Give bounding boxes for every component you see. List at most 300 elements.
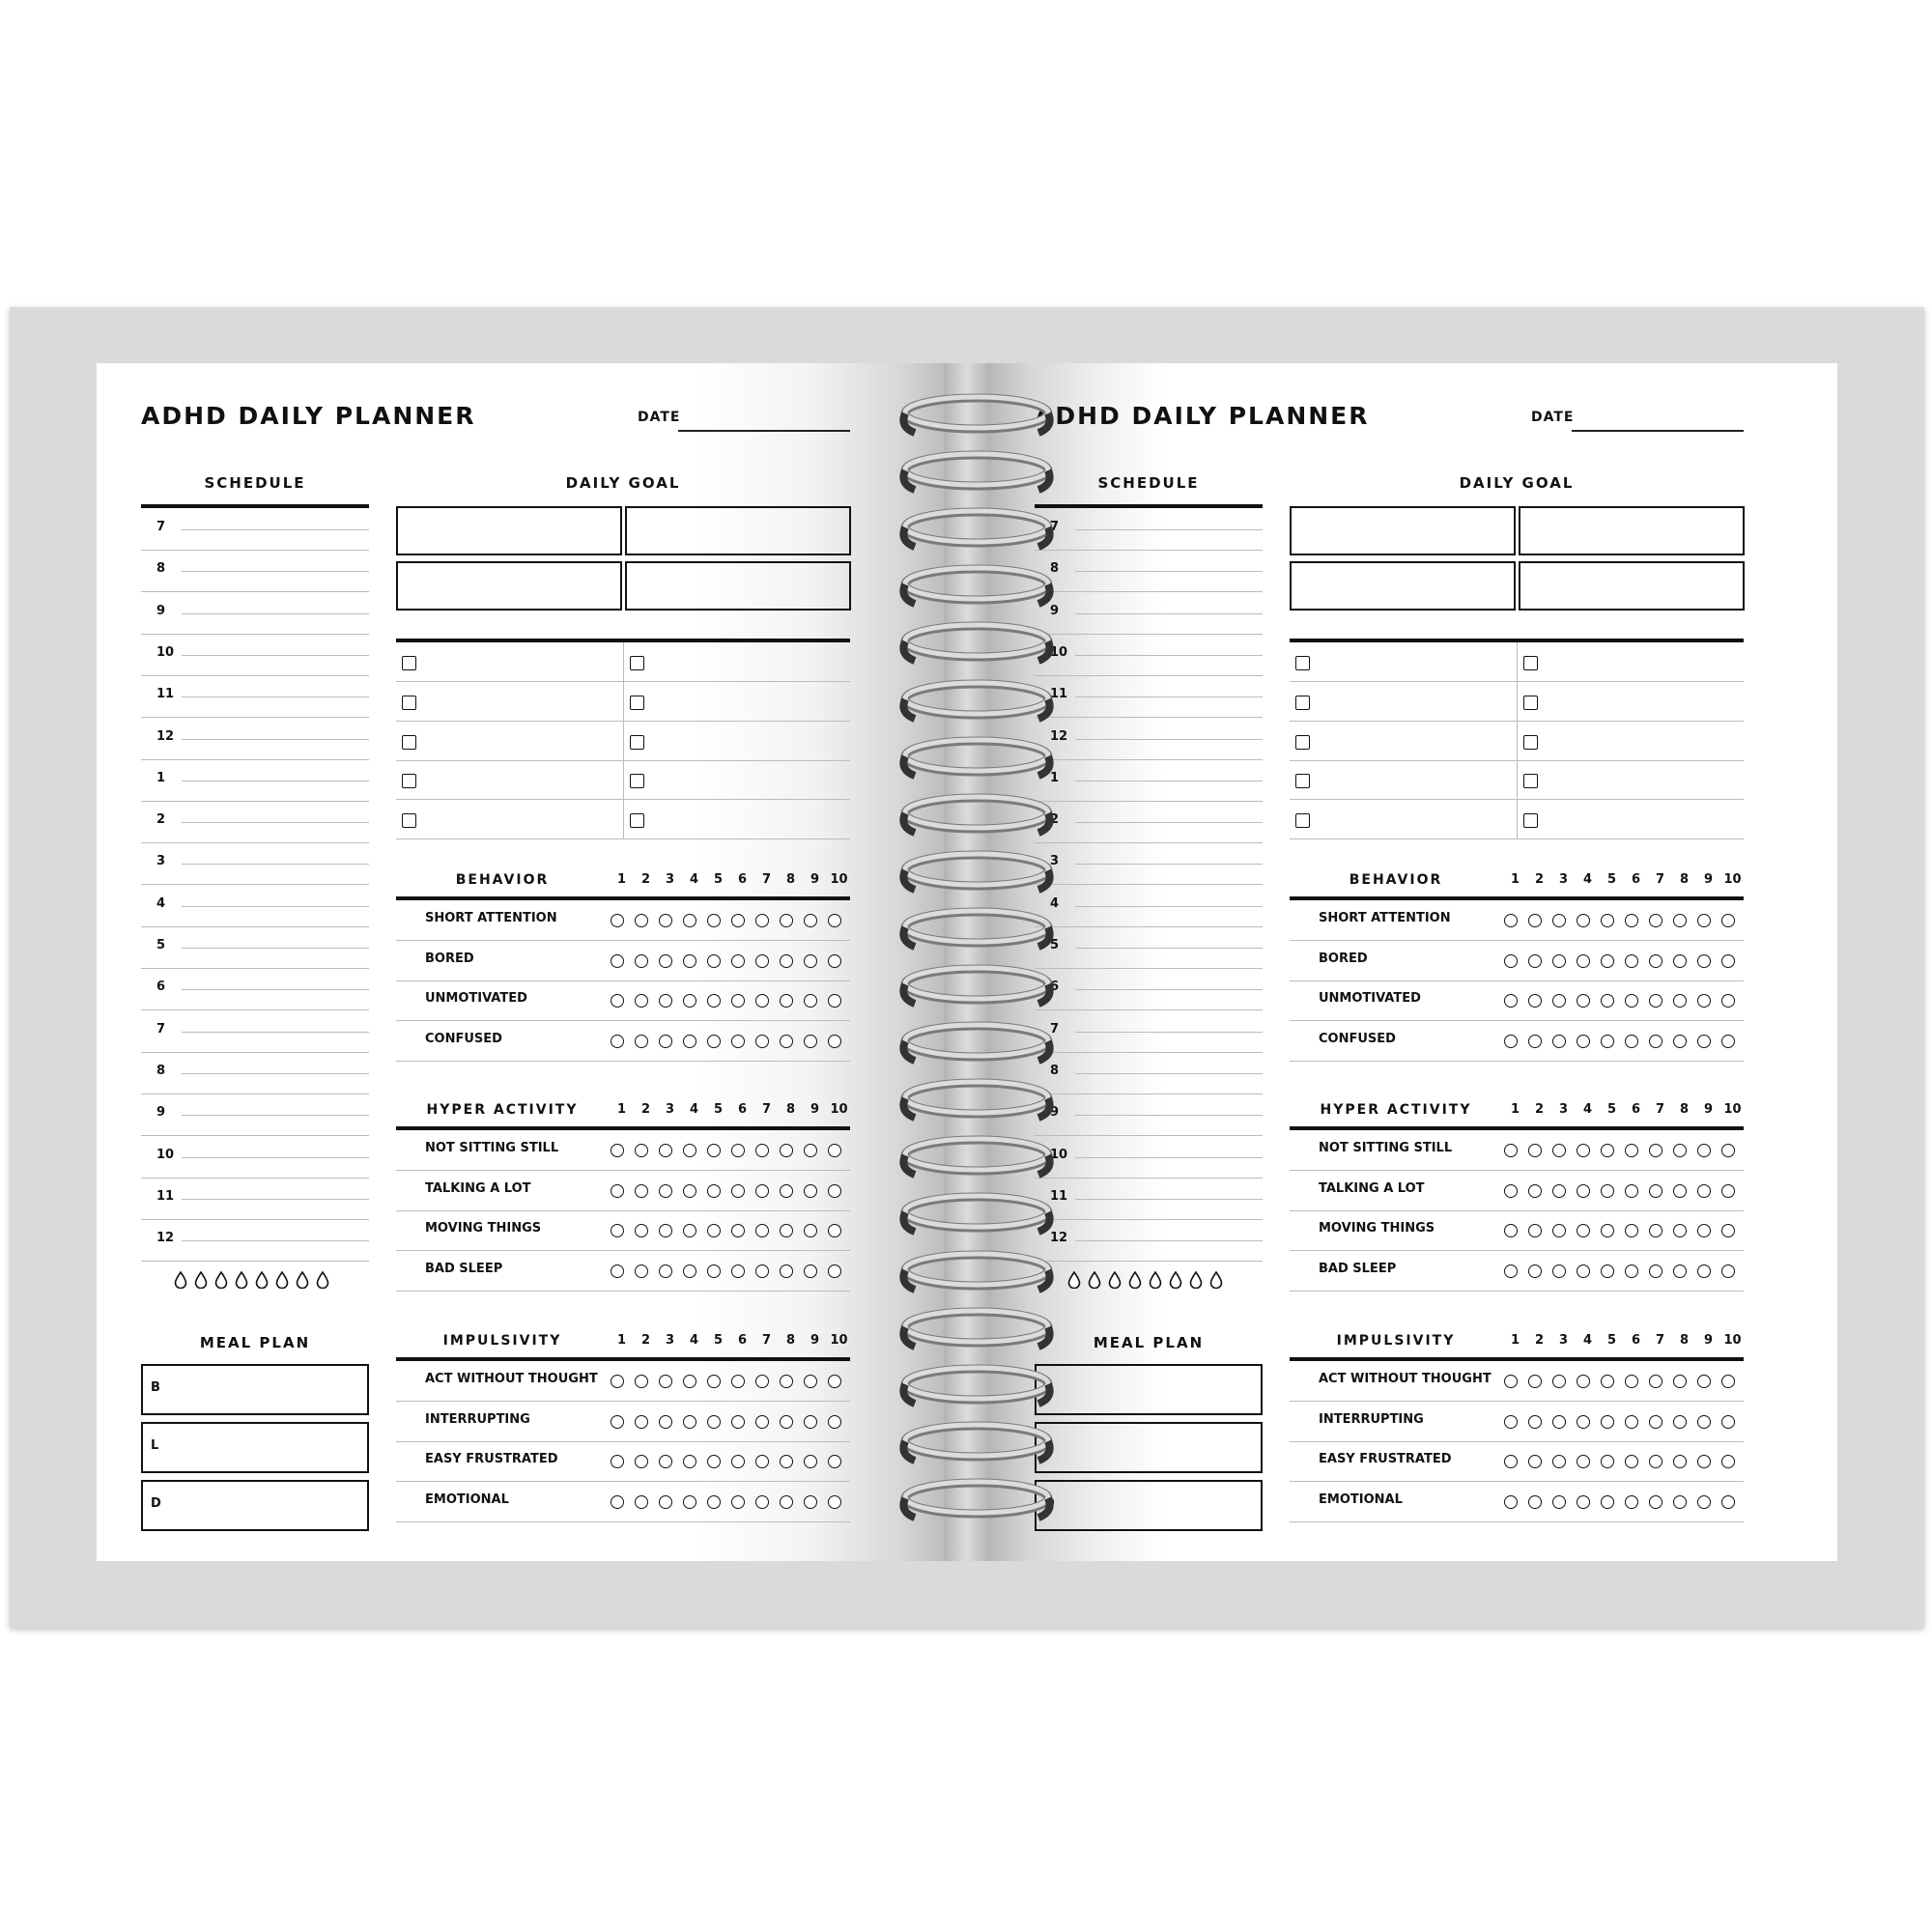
rating-dot[interactable] [1625, 1415, 1638, 1429]
rating-dot[interactable] [1577, 954, 1590, 968]
rating-dot[interactable] [1504, 1035, 1518, 1048]
rating-dot[interactable] [1601, 1455, 1614, 1468]
rating-dot[interactable] [707, 1375, 721, 1388]
rating-dot[interactable] [1721, 1495, 1735, 1509]
rating-dot[interactable] [611, 994, 624, 1008]
rating-dot[interactable] [1552, 1144, 1566, 1157]
rating-dot[interactable] [683, 1035, 696, 1048]
schedule-row[interactable] [1035, 675, 1263, 718]
rating-dot[interactable] [755, 1415, 769, 1429]
rating-dot[interactable] [1528, 954, 1542, 968]
rating-dot[interactable] [1504, 1415, 1518, 1429]
checkbox[interactable] [402, 735, 416, 750]
schedule-row[interactable] [1035, 759, 1263, 802]
checkbox[interactable] [1295, 696, 1310, 710]
goal-box[interactable] [625, 561, 851, 611]
rating-dot[interactable] [1504, 1375, 1518, 1388]
rating-dot[interactable] [683, 1455, 696, 1468]
rating-dot[interactable] [828, 954, 841, 968]
rating-dot[interactable] [635, 1144, 648, 1157]
rating-dot[interactable] [659, 1375, 672, 1388]
water-drop-icon[interactable] [1128, 1271, 1142, 1289]
checkbox[interactable] [1523, 735, 1538, 750]
rating-dot[interactable] [635, 1375, 648, 1388]
rating-dot[interactable] [1601, 994, 1614, 1008]
meal-box[interactable] [141, 1364, 369, 1415]
rating-dot[interactable] [1697, 1184, 1711, 1198]
rating-dot[interactable] [755, 1144, 769, 1157]
checkbox[interactable] [402, 813, 416, 828]
schedule-row[interactable] [1035, 1094, 1263, 1136]
schedule-row[interactable] [1035, 1219, 1263, 1262]
rating-dot[interactable] [1577, 1224, 1590, 1237]
rating-dot[interactable] [1528, 1455, 1542, 1468]
rating-dot[interactable] [1625, 914, 1638, 927]
rating-dot[interactable] [707, 1184, 721, 1198]
rating-dot[interactable] [635, 1495, 648, 1509]
rating-dot[interactable] [1673, 914, 1687, 927]
rating-dot[interactable] [1697, 1375, 1711, 1388]
rating-dot[interactable] [780, 1035, 793, 1048]
schedule-row[interactable] [1035, 1010, 1263, 1053]
rating-dot[interactable] [611, 1184, 624, 1198]
rating-dot[interactable] [1552, 1224, 1566, 1237]
rating-dot[interactable] [611, 1415, 624, 1429]
schedule-row[interactable] [141, 759, 369, 802]
rating-dot[interactable] [1697, 1495, 1711, 1509]
rating-dot[interactable] [1577, 1264, 1590, 1278]
meal-box[interactable] [1035, 1422, 1263, 1473]
rating-dot[interactable] [1673, 1375, 1687, 1388]
water-drop-icon[interactable] [1088, 1271, 1101, 1289]
rating-dot[interactable] [1673, 1415, 1687, 1429]
rating-dot[interactable] [1625, 1224, 1638, 1237]
schedule-row[interactable] [141, 1010, 369, 1053]
rating-dot[interactable] [1601, 1224, 1614, 1237]
schedule-row[interactable] [141, 801, 369, 843]
water-drop-icon[interactable] [275, 1271, 289, 1289]
rating-dot[interactable] [707, 1144, 721, 1157]
checkbox[interactable] [1523, 813, 1538, 828]
rating-dot[interactable] [1721, 1224, 1735, 1237]
rating-dot[interactable] [1721, 1375, 1735, 1388]
rating-dot[interactable] [683, 1264, 696, 1278]
rating-dot[interactable] [1552, 994, 1566, 1008]
rating-dot[interactable] [635, 1455, 648, 1468]
rating-dot[interactable] [1625, 994, 1638, 1008]
rating-dot[interactable] [731, 1144, 745, 1157]
goal-box[interactable] [1519, 506, 1745, 555]
rating-dot[interactable] [683, 914, 696, 927]
rating-dot[interactable] [1577, 1375, 1590, 1388]
schedule-row[interactable] [141, 842, 369, 885]
rating-dot[interactable] [659, 1415, 672, 1429]
rating-dot[interactable] [804, 914, 817, 927]
goal-box[interactable] [396, 506, 622, 555]
rating-dot[interactable] [1673, 1144, 1687, 1157]
rating-dot[interactable] [731, 1495, 745, 1509]
water-drop-icon[interactable] [1067, 1271, 1081, 1289]
rating-dot[interactable] [1697, 1415, 1711, 1429]
rating-dot[interactable] [828, 1495, 841, 1509]
schedule-row[interactable] [141, 1178, 369, 1220]
rating-dot[interactable] [1673, 1455, 1687, 1468]
goal-box[interactable] [1290, 506, 1516, 555]
goal-box[interactable] [1290, 561, 1516, 611]
rating-dot[interactable] [755, 1495, 769, 1509]
rating-dot[interactable] [1649, 914, 1662, 927]
rating-dot[interactable] [1528, 1495, 1542, 1509]
schedule-row[interactable] [141, 675, 369, 718]
rating-dot[interactable] [731, 1035, 745, 1048]
rating-dot[interactable] [804, 1224, 817, 1237]
schedule-row[interactable] [1035, 926, 1263, 969]
rating-dot[interactable] [1697, 1035, 1711, 1048]
schedule-row[interactable] [141, 885, 369, 927]
rating-dot[interactable] [1649, 1224, 1662, 1237]
rating-dot[interactable] [780, 954, 793, 968]
goal-box[interactable] [396, 561, 622, 611]
rating-dot[interactable] [1577, 1035, 1590, 1048]
rating-dot[interactable] [1552, 1035, 1566, 1048]
rating-dot[interactable] [683, 954, 696, 968]
schedule-row[interactable] [141, 926, 369, 969]
rating-dot[interactable] [707, 1224, 721, 1237]
rating-dot[interactable] [804, 1375, 817, 1388]
rating-dot[interactable] [1552, 1455, 1566, 1468]
schedule-row[interactable] [1035, 1052, 1263, 1094]
meal-box[interactable] [1035, 1364, 1263, 1415]
rating-dot[interactable] [780, 994, 793, 1008]
checkbox[interactable] [402, 696, 416, 710]
rating-dot[interactable] [780, 1224, 793, 1237]
rating-dot[interactable] [1625, 1264, 1638, 1278]
rating-dot[interactable] [1697, 994, 1711, 1008]
rating-dot[interactable] [1577, 914, 1590, 927]
rating-dot[interactable] [1697, 954, 1711, 968]
schedule-row[interactable] [141, 1136, 369, 1179]
rating-dot[interactable] [755, 1455, 769, 1468]
rating-dot[interactable] [1528, 1415, 1542, 1429]
rating-dot[interactable] [683, 1184, 696, 1198]
rating-dot[interactable] [1577, 1415, 1590, 1429]
rating-dot[interactable] [1649, 994, 1662, 1008]
rating-dot[interactable] [1601, 954, 1614, 968]
schedule-row[interactable] [141, 1219, 369, 1262]
rating-dot[interactable] [1649, 1035, 1662, 1048]
rating-dot[interactable] [1504, 1184, 1518, 1198]
rating-dot[interactable] [755, 1224, 769, 1237]
rating-dot[interactable] [1697, 1144, 1711, 1157]
rating-dot[interactable] [1504, 1264, 1518, 1278]
meal-box[interactable] [1035, 1480, 1263, 1531]
rating-dot[interactable] [1721, 1144, 1735, 1157]
rating-dot[interactable] [804, 1264, 817, 1278]
schedule-row[interactable] [141, 718, 369, 760]
water-drop-icon[interactable] [235, 1271, 248, 1289]
rating-dot[interactable] [683, 1415, 696, 1429]
schedule-row[interactable] [1035, 1136, 1263, 1179]
rating-dot[interactable] [828, 1375, 841, 1388]
rating-dot[interactable] [755, 954, 769, 968]
rating-dot[interactable] [755, 1035, 769, 1048]
rating-dot[interactable] [635, 1415, 648, 1429]
water-drop-icon[interactable] [296, 1271, 309, 1289]
rating-dot[interactable] [780, 1264, 793, 1278]
goal-box[interactable] [1519, 561, 1745, 611]
rating-dot[interactable] [659, 1264, 672, 1278]
rating-dot[interactable] [804, 1455, 817, 1468]
rating-dot[interactable] [683, 1144, 696, 1157]
rating-dot[interactable] [1721, 914, 1735, 927]
rating-dot[interactable] [1673, 1264, 1687, 1278]
water-drop-icon[interactable] [1108, 1271, 1122, 1289]
water-drop-icon[interactable] [255, 1271, 269, 1289]
rating-dot[interactable] [635, 1184, 648, 1198]
rating-dot[interactable] [1649, 1455, 1662, 1468]
rating-dot[interactable] [1552, 954, 1566, 968]
rating-dot[interactable] [1504, 1495, 1518, 1509]
rating-dot[interactable] [707, 994, 721, 1008]
rating-dot[interactable] [635, 1035, 648, 1048]
rating-dot[interactable] [683, 1495, 696, 1509]
rating-dot[interactable] [707, 1415, 721, 1429]
rating-dot[interactable] [611, 1495, 624, 1509]
rating-dot[interactable] [1721, 1184, 1735, 1198]
rating-dot[interactable] [1552, 1184, 1566, 1198]
schedule-row[interactable] [1035, 550, 1263, 592]
rating-dot[interactable] [659, 1455, 672, 1468]
rating-dot[interactable] [1601, 1144, 1614, 1157]
rating-dot[interactable] [1697, 914, 1711, 927]
rating-dot[interactable] [780, 1375, 793, 1388]
checkbox[interactable] [1295, 735, 1310, 750]
rating-dot[interactable] [804, 1035, 817, 1048]
rating-dot[interactable] [780, 1184, 793, 1198]
rating-dot[interactable] [1721, 1455, 1735, 1468]
rating-dot[interactable] [804, 1144, 817, 1157]
rating-dot[interactable] [707, 1495, 721, 1509]
rating-dot[interactable] [731, 994, 745, 1008]
schedule-row[interactable] [141, 1052, 369, 1094]
schedule-row[interactable] [1035, 968, 1263, 1010]
rating-dot[interactable] [1577, 1495, 1590, 1509]
rating-dot[interactable] [1721, 954, 1735, 968]
rating-dot[interactable] [635, 994, 648, 1008]
rating-dot[interactable] [1649, 1144, 1662, 1157]
schedule-row[interactable] [1035, 508, 1263, 551]
rating-dot[interactable] [1528, 994, 1542, 1008]
rating-dot[interactable] [635, 1224, 648, 1237]
checkbox[interactable] [1295, 774, 1310, 788]
rating-dot[interactable] [1649, 1184, 1662, 1198]
rating-dot[interactable] [1504, 994, 1518, 1008]
rating-dot[interactable] [828, 1264, 841, 1278]
rating-dot[interactable] [755, 1375, 769, 1388]
rating-dot[interactable] [659, 954, 672, 968]
rating-dot[interactable] [611, 1144, 624, 1157]
schedule-row[interactable] [1035, 592, 1263, 635]
schedule-row[interactable] [1035, 718, 1263, 760]
rating-dot[interactable] [804, 1184, 817, 1198]
rating-dot[interactable] [804, 954, 817, 968]
rating-dot[interactable] [780, 1415, 793, 1429]
rating-dot[interactable] [731, 914, 745, 927]
checkbox[interactable] [630, 696, 644, 710]
rating-dot[interactable] [828, 994, 841, 1008]
rating-dot[interactable] [828, 1184, 841, 1198]
schedule-row[interactable] [141, 550, 369, 592]
rating-dot[interactable] [755, 914, 769, 927]
rating-dot[interactable] [659, 1144, 672, 1157]
checkbox[interactable] [1523, 696, 1538, 710]
rating-dot[interactable] [1504, 954, 1518, 968]
rating-dot[interactable] [1504, 1224, 1518, 1237]
rating-dot[interactable] [1552, 1375, 1566, 1388]
rating-dot[interactable] [1601, 1184, 1614, 1198]
rating-dot[interactable] [731, 1415, 745, 1429]
rating-dot[interactable] [635, 1264, 648, 1278]
rating-dot[interactable] [828, 1144, 841, 1157]
rating-dot[interactable] [1601, 1264, 1614, 1278]
rating-dot[interactable] [1673, 1184, 1687, 1198]
schedule-row[interactable] [141, 968, 369, 1010]
rating-dot[interactable] [828, 1224, 841, 1237]
rating-dot[interactable] [1697, 1224, 1711, 1237]
water-drop-icon[interactable] [1209, 1271, 1223, 1289]
schedule-row[interactable] [141, 1094, 369, 1136]
rating-dot[interactable] [1625, 1144, 1638, 1157]
rating-dot[interactable] [731, 1224, 745, 1237]
checkbox[interactable] [1295, 813, 1310, 828]
rating-dot[interactable] [1552, 914, 1566, 927]
rating-dot[interactable] [1601, 1035, 1614, 1048]
checkbox[interactable] [402, 774, 416, 788]
rating-dot[interactable] [659, 994, 672, 1008]
schedule-row[interactable] [1035, 634, 1263, 676]
schedule-row[interactable] [141, 592, 369, 635]
rating-dot[interactable] [1577, 1455, 1590, 1468]
rating-dot[interactable] [707, 1455, 721, 1468]
rating-dot[interactable] [755, 1264, 769, 1278]
rating-dot[interactable] [1625, 1035, 1638, 1048]
water-drop-icon[interactable] [1149, 1271, 1162, 1289]
rating-dot[interactable] [780, 1144, 793, 1157]
rating-dot[interactable] [1528, 1224, 1542, 1237]
rating-dot[interactable] [611, 954, 624, 968]
schedule-row[interactable] [1035, 885, 1263, 927]
water-drop-icon[interactable] [1169, 1271, 1182, 1289]
rating-dot[interactable] [1673, 1224, 1687, 1237]
rating-dot[interactable] [611, 1224, 624, 1237]
rating-dot[interactable] [731, 1264, 745, 1278]
rating-dot[interactable] [1721, 1264, 1735, 1278]
rating-dot[interactable] [1673, 994, 1687, 1008]
rating-dot[interactable] [659, 914, 672, 927]
rating-dot[interactable] [780, 914, 793, 927]
water-drop-icon[interactable] [214, 1271, 228, 1289]
rating-dot[interactable] [731, 1375, 745, 1388]
water-drop-icon[interactable] [316, 1271, 329, 1289]
rating-dot[interactable] [1649, 1375, 1662, 1388]
schedule-row[interactable] [1035, 801, 1263, 843]
rating-dot[interactable] [635, 954, 648, 968]
rating-dot[interactable] [731, 1455, 745, 1468]
rating-dot[interactable] [1528, 914, 1542, 927]
checkbox[interactable] [1523, 656, 1538, 670]
rating-dot[interactable] [1552, 1495, 1566, 1509]
rating-dot[interactable] [1697, 1264, 1711, 1278]
rating-dot[interactable] [804, 1495, 817, 1509]
rating-dot[interactable] [1625, 1375, 1638, 1388]
rating-dot[interactable] [1721, 1415, 1735, 1429]
rating-dot[interactable] [1601, 1495, 1614, 1509]
rating-dot[interactable] [755, 1184, 769, 1198]
checkbox[interactable] [630, 774, 644, 788]
rating-dot[interactable] [731, 1184, 745, 1198]
rating-dot[interactable] [611, 1264, 624, 1278]
checkbox[interactable] [630, 813, 644, 828]
rating-dot[interactable] [1504, 1455, 1518, 1468]
rating-dot[interactable] [1528, 1035, 1542, 1048]
rating-dot[interactable] [731, 954, 745, 968]
rating-dot[interactable] [659, 1495, 672, 1509]
rating-dot[interactable] [683, 1224, 696, 1237]
checkbox[interactable] [1523, 774, 1538, 788]
rating-dot[interactable] [1625, 954, 1638, 968]
rating-dot[interactable] [1673, 1495, 1687, 1509]
rating-dot[interactable] [828, 914, 841, 927]
rating-dot[interactable] [611, 914, 624, 927]
rating-dot[interactable] [683, 994, 696, 1008]
rating-dot[interactable] [1577, 994, 1590, 1008]
rating-dot[interactable] [611, 1035, 624, 1048]
rating-dot[interactable] [659, 1035, 672, 1048]
rating-dot[interactable] [1721, 994, 1735, 1008]
rating-dot[interactable] [1625, 1455, 1638, 1468]
rating-dot[interactable] [828, 1035, 841, 1048]
schedule-row[interactable] [141, 634, 369, 676]
rating-dot[interactable] [1673, 954, 1687, 968]
meal-box[interactable] [141, 1480, 369, 1531]
meal-box[interactable] [141, 1422, 369, 1473]
rating-dot[interactable] [1504, 1144, 1518, 1157]
rating-dot[interactable] [780, 1455, 793, 1468]
rating-dot[interactable] [611, 1455, 624, 1468]
rating-dot[interactable] [804, 994, 817, 1008]
rating-dot[interactable] [1552, 1415, 1566, 1429]
water-drop-icon[interactable] [174, 1271, 187, 1289]
rating-dot[interactable] [828, 1415, 841, 1429]
rating-dot[interactable] [611, 1375, 624, 1388]
rating-dot[interactable] [707, 954, 721, 968]
date-field[interactable] [1572, 430, 1744, 432]
date-field[interactable] [678, 430, 850, 432]
rating-dot[interactable] [828, 1455, 841, 1468]
checkbox[interactable] [630, 656, 644, 670]
rating-dot[interactable] [1528, 1375, 1542, 1388]
rating-dot[interactable] [1528, 1144, 1542, 1157]
schedule-row[interactable] [141, 508, 369, 551]
goal-box[interactable] [625, 506, 851, 555]
rating-dot[interactable] [1504, 914, 1518, 927]
checkbox[interactable] [402, 656, 416, 670]
rating-dot[interactable] [1625, 1184, 1638, 1198]
rating-dot[interactable] [1625, 1495, 1638, 1509]
rating-dot[interactable] [1528, 1264, 1542, 1278]
rating-dot[interactable] [1649, 1264, 1662, 1278]
rating-dot[interactable] [1577, 1184, 1590, 1198]
